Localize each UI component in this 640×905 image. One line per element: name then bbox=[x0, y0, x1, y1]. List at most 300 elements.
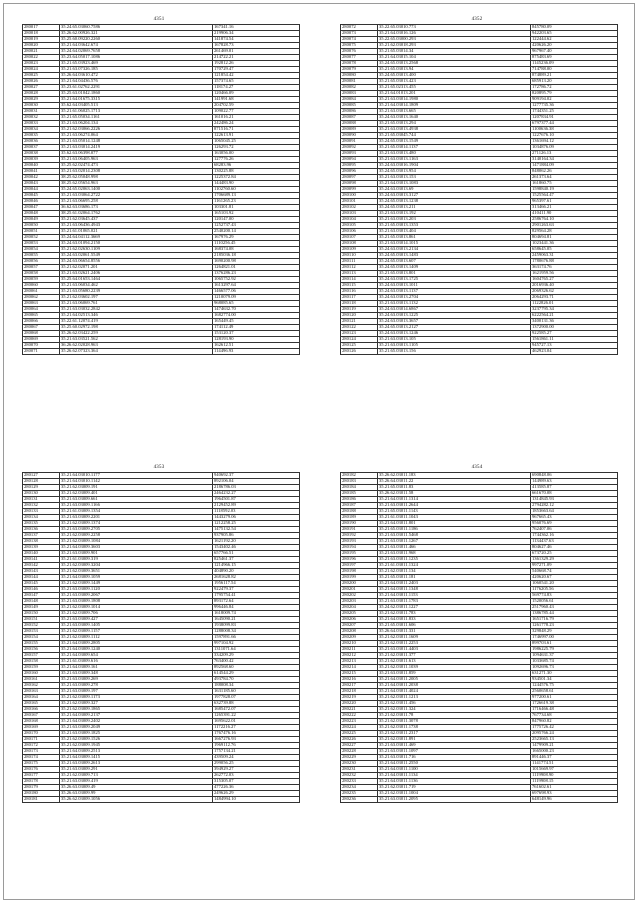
point-id-cell: 280056 bbox=[23, 259, 60, 265]
point-id-cell: 280050 bbox=[23, 223, 60, 229]
point-id-cell: 280060 bbox=[23, 283, 60, 289]
y-coordinate-cell: 1986225.79 bbox=[531, 647, 618, 653]
point-id-cell: 280200 bbox=[341, 581, 378, 587]
x-coordinate-cell: 35.21.62.03009.1173 bbox=[60, 695, 213, 701]
x-coordinate-cell: 35.21.62.03009.706 bbox=[60, 611, 213, 617]
point-id-cell: 280033 bbox=[23, 121, 60, 127]
point-id-cell: 280162 bbox=[23, 683, 60, 689]
y-coordinate-cell: 1277735.36 bbox=[531, 103, 618, 109]
x-coordinate-cell: 35.21.63.03014.1980 bbox=[378, 97, 531, 103]
x-coordinate-cell: 35.26.63.03009.99 bbox=[60, 791, 213, 797]
x-coordinate-cell: 35.21.65.03013.861 bbox=[378, 235, 531, 241]
point-id-cell: 280073 bbox=[341, 31, 378, 37]
y-coordinate-cell: 1092696.73 bbox=[531, 665, 618, 671]
point-id-cell: 280178 bbox=[23, 779, 60, 785]
x-coordinate-cell: 35.21.62.03009.3204 bbox=[60, 563, 213, 569]
y-coordinate-cell: 1977828.07 bbox=[213, 695, 300, 701]
y-coordinate-cell: 956076.69 bbox=[531, 521, 618, 527]
y-coordinate-cell: 249626.29 bbox=[213, 791, 300, 797]
point-id-cell: 280127 bbox=[23, 473, 60, 479]
point-id-cell: 280236 bbox=[341, 797, 378, 803]
point-id-cell: 280215 bbox=[341, 671, 378, 677]
x-coordinate-cell: 35.26.62.00926.321 bbox=[60, 31, 213, 37]
x-coordinate-cell: 35.21.65.03013.1353 bbox=[378, 223, 531, 229]
x-coordinate-cell: 35.26.62.03011.58 bbox=[378, 491, 531, 497]
point-id-cell: 280115 bbox=[341, 283, 378, 289]
y-coordinate-cell: 1110256.45 bbox=[213, 241, 300, 247]
x-coordinate-cell: 35.21.62.02630.1109 bbox=[60, 247, 213, 253]
x-coordinate-cell: 35.21.64.03010.1177 bbox=[60, 473, 213, 479]
point-id-cell: 280177 bbox=[23, 773, 60, 779]
point-id-cell: 280023 bbox=[23, 61, 60, 67]
point-id-cell: 280171 bbox=[23, 737, 60, 743]
x-coordinate-cell: 35.21.63.07326.185 bbox=[60, 67, 213, 73]
y-coordinate-cell: 1122826.01 bbox=[531, 301, 618, 307]
y-coordinate-cell: 2064293.71 bbox=[531, 295, 618, 301]
x-coordinate-cell: 35.24.63.03013.2704 bbox=[378, 295, 531, 301]
y-coordinate-cell: 2540200.14 bbox=[213, 229, 300, 235]
point-id-cell: 280123 bbox=[341, 331, 378, 337]
point-id-cell: 280026 bbox=[23, 79, 60, 85]
x-coordinate-cell: 35.21.63.03521.562 bbox=[60, 337, 213, 343]
point-id-cell: 280195 bbox=[341, 551, 378, 557]
point-id-cell: 280172 bbox=[23, 743, 60, 749]
y-coordinate-cell: 804694.81 bbox=[531, 235, 618, 241]
point-id-cell: 280040 bbox=[23, 163, 60, 169]
y-coordinate-cell: 167341.16 bbox=[213, 25, 300, 31]
x-coordinate-cell: 35.21.63.03011.2095 bbox=[378, 797, 531, 803]
point-id-cell: 280120 bbox=[341, 313, 378, 319]
y-coordinate-cell: 892106.04 bbox=[213, 479, 300, 485]
y-coordinate-cell: 967967.40 bbox=[531, 49, 618, 55]
x-coordinate-cell: 35.21.63.05680.2239 bbox=[60, 289, 213, 295]
y-coordinate-cell: 1744362.16 bbox=[531, 533, 618, 539]
panel-page-number: 4351 bbox=[153, 17, 165, 22]
y-coordinate-cell: 130225.88 bbox=[213, 169, 300, 175]
x-coordinate-cell: 35.21.64.03011.801 bbox=[378, 521, 531, 527]
coordinate-table bbox=[22, 472, 300, 803]
y-coordinate-cell: 1314845.93 bbox=[531, 497, 618, 503]
x-coordinate-cell: 35.21.63.06034.462 bbox=[60, 283, 213, 289]
point-id-cell: 280179 bbox=[23, 785, 60, 791]
y-coordinate-cell: 685913.20 bbox=[531, 79, 618, 85]
x-coordinate-cell: 35.21.63.03011.5468 bbox=[378, 533, 531, 539]
point-id-cell: 280107 bbox=[341, 235, 378, 241]
point-id-cell: 280084 bbox=[341, 97, 378, 103]
y-coordinate-cell: 1475132.54 bbox=[213, 527, 300, 533]
y-coordinate-cell: 1207834.91 bbox=[531, 115, 618, 121]
x-coordinate-cell: 35.21.65.03013.423 bbox=[378, 79, 531, 85]
y-coordinate-cell: 673720.25 bbox=[531, 551, 618, 557]
x-coordinate-cell: 35.21.63.03013.1105 bbox=[378, 343, 531, 349]
point-id-cell: 280079 bbox=[341, 67, 378, 73]
point-id-cell: 280184 bbox=[341, 485, 378, 491]
point-id-cell: 280041 bbox=[23, 169, 60, 175]
x-coordinate-cell: 35.21.63.03013.203 bbox=[378, 217, 531, 223]
point-id-cell: 280088 bbox=[341, 121, 378, 127]
y-coordinate-cell: 420626.20 bbox=[531, 43, 618, 49]
point-id-cell: 280087 bbox=[341, 115, 378, 121]
y-coordinate-cell: 968085.65 bbox=[213, 301, 300, 307]
y-coordinate-cell: 1597891.66 bbox=[213, 635, 300, 641]
y-coordinate-cell: 1744351.25 bbox=[531, 109, 618, 115]
point-id-cell: 280076 bbox=[341, 49, 378, 55]
y-coordinate-cell: 1853663.64 bbox=[531, 509, 618, 515]
x-coordinate-cell: 35.21.62.03009.1526 bbox=[60, 737, 213, 743]
x-coordinate-cell: 35.21.64.03009.2513 bbox=[60, 749, 213, 755]
y-coordinate-cell: 569774.83 bbox=[531, 593, 618, 599]
x-coordinate-cell: 35.21.62.03009.3651 bbox=[60, 569, 213, 575]
point-id-cell: 280214 bbox=[341, 665, 378, 671]
x-coordinate-cell: 35.21.62.03011.1738 bbox=[378, 725, 531, 731]
x-coordinate-cell: 35.21.63.03014.2419 bbox=[60, 145, 213, 151]
x-coordinate-cell: 35.21.62.03009.191 bbox=[60, 485, 213, 491]
x-coordinate-cell: 35.21.63.03014.1015 bbox=[378, 241, 531, 247]
point-id-cell: 280203 bbox=[341, 599, 378, 605]
point-id-cell: 280080 bbox=[341, 73, 378, 79]
point-id-cell: 280094 bbox=[341, 157, 378, 163]
y-coordinate-cell: 1361329.29 bbox=[531, 557, 618, 563]
y-coordinate-cell: 167828.73 bbox=[213, 43, 300, 49]
point-id-cell: 280232 bbox=[341, 773, 378, 779]
x-coordinate-cell: 35.21.63.03009.901 bbox=[60, 551, 213, 557]
x-coordinate-cell: 35.21.61.03009.1354 bbox=[60, 509, 213, 515]
y-coordinate-cell: 1386785.44 bbox=[531, 611, 618, 617]
y-coordinate-cell: 658645.05 bbox=[531, 247, 618, 253]
point-id-cell: 280116 bbox=[341, 289, 378, 295]
point-id-cell: 280082 bbox=[341, 85, 378, 91]
x-coordinate-cell: 35.24.65.03013.2127 bbox=[378, 325, 531, 331]
x-coordinate-cell: 35.21.64.03009.1059 bbox=[60, 575, 213, 581]
y-coordinate-cell: 632739.88 bbox=[213, 701, 300, 707]
point-id-cell: 280093 bbox=[341, 151, 378, 157]
x-coordinate-cell: 35.21.64.03009.2805 bbox=[60, 641, 213, 647]
y-coordinate-cell: 1264821.01 bbox=[213, 265, 300, 271]
y-coordinate-cell: 1265391.22 bbox=[213, 713, 300, 719]
y-coordinate-cell: 2129452.89 bbox=[213, 503, 300, 509]
x-coordinate-cell: 35.21.65.03011.606 bbox=[378, 623, 531, 629]
x-coordinate-cell: 35.21.65.03013.801 bbox=[378, 271, 531, 277]
x-coordinate-cell: 35.21.65.02313.455 bbox=[378, 85, 531, 91]
coordinate-table bbox=[22, 24, 300, 355]
point-id-cell: 280142 bbox=[23, 563, 60, 569]
point-id-cell: 280124 bbox=[341, 337, 378, 343]
x-coordinate-cell: 35.21.62.03011.1039 bbox=[378, 665, 531, 671]
y-coordinate-cell: 394929.27 bbox=[213, 767, 300, 773]
x-coordinate-cell: 35.62.63.06398.077 bbox=[60, 151, 213, 157]
point-id-cell: 280105 bbox=[341, 223, 378, 229]
point-id-cell: 280086 bbox=[341, 109, 378, 115]
x-coordinate-cell: 35.21.62.03645.437 bbox=[60, 217, 213, 223]
y-coordinate-cell: 1094631.37 bbox=[531, 653, 618, 659]
y-coordinate-cell: 219906.34 bbox=[213, 31, 300, 37]
y-coordinate-cell: 1479909.21 bbox=[531, 743, 618, 749]
x-coordinate-cell: 35.21.61.06025.1713 bbox=[60, 109, 213, 115]
x-coordinate-cell: 35.24.63.03016.1904 bbox=[378, 163, 531, 169]
x-coordinate-cell: 38.25.62.05048.998 bbox=[60, 175, 213, 181]
point-id-cell: 280160 bbox=[23, 671, 60, 677]
point-id-cell: 280104 bbox=[341, 217, 378, 223]
y-coordinate-cell: 2794282.12 bbox=[531, 503, 618, 509]
x-coordinate-cell: 35.21.63.03032.2842 bbox=[60, 307, 213, 313]
x-coordinate-cell: 35.21.62.03011.78 bbox=[378, 713, 531, 719]
y-coordinate-cell: 1964501.87 bbox=[213, 497, 300, 503]
point-id-cell: 280052 bbox=[23, 235, 60, 241]
x-coordinate-cell: 35.21.65.03011.181 bbox=[378, 575, 531, 581]
x-coordinate-cell: 35.21.62.03009.1945 bbox=[60, 743, 213, 749]
y-coordinate-cell: 439509.24 bbox=[213, 755, 300, 761]
x-coordinate-cell: 35.21.65.03013.294 bbox=[378, 121, 531, 127]
x-coordinate-cell: 35.21.64.03011.1100 bbox=[378, 767, 531, 773]
point-id-cell: 280168 bbox=[23, 719, 60, 725]
y-coordinate-cell: 1145236.09 bbox=[531, 61, 618, 67]
x-coordinate-cell: 35.24.63.03013.1137 bbox=[378, 289, 531, 295]
point-id-cell: 280167 bbox=[23, 713, 60, 719]
y-coordinate-cell: 1775726.42 bbox=[531, 725, 618, 731]
point-id-cell: 280147 bbox=[23, 593, 60, 599]
point-id-cell: 280062 bbox=[23, 295, 60, 301]
y-coordinate-cell: 1621959.56 bbox=[531, 271, 618, 277]
x-coordinate-cell: 35.22.65.03000.293 bbox=[378, 37, 531, 43]
point-id-cell: 280045 bbox=[23, 193, 60, 199]
point-id-cell: 280090 bbox=[341, 133, 378, 139]
x-coordinate-cell: 35.21.63.03011.4403 bbox=[378, 647, 531, 653]
x-coordinate-cell: 36.26.62.02028.963 bbox=[60, 343, 213, 349]
point-id-cell: 280206 bbox=[341, 617, 378, 623]
point-id-cell: 280038 bbox=[23, 151, 60, 157]
x-coordinate-cell: 35.21.64.04436.576 bbox=[60, 79, 213, 85]
y-coordinate-cell: 997104.92 bbox=[213, 641, 300, 647]
x-coordinate-cell: 35.21.62.03009.1014 bbox=[60, 605, 213, 611]
y-coordinate-cell: 934501.34 bbox=[531, 677, 618, 683]
y-coordinate-cell: 1604765.27 bbox=[531, 277, 618, 283]
point-id-cell: 280065 bbox=[23, 313, 60, 319]
point-id-cell: 280099 bbox=[341, 187, 378, 193]
x-coordinate-cell: 35.21.63.03013.404 bbox=[378, 229, 531, 235]
x-coordinate-cell: 35.21.63.03009.2705 bbox=[60, 527, 213, 533]
point-id-cell: 280165 bbox=[23, 701, 60, 707]
y-coordinate-cell: 165103.92 bbox=[213, 211, 300, 217]
x-coordinate-cell: 35.21.63.03013.4938 bbox=[378, 127, 531, 133]
point-id-cell: 280176 bbox=[23, 767, 60, 773]
x-coordinate-cell: 35.21.62.03018.293 bbox=[378, 43, 531, 49]
point-id-cell: 280101 bbox=[341, 199, 378, 205]
x-coordinate-cell: 35.21.64.03009.1415 bbox=[60, 755, 213, 761]
y-coordinate-cell: 1471884.09 bbox=[531, 163, 618, 169]
y-coordinate-cell: 271126.13 bbox=[531, 151, 618, 157]
x-coordinate-cell: 35.24.63.03013.3657 bbox=[378, 319, 531, 325]
point-id-cell: 280039 bbox=[23, 157, 60, 163]
x-coordinate-cell: 35.21.62.03009.713 bbox=[60, 773, 213, 779]
x-coordinate-cell: 35.21.64.03642.674 bbox=[60, 43, 213, 49]
x-coordinate-cell: 35.21.63.03009.2067 bbox=[60, 593, 213, 599]
y-coordinate-cell: 172786.72 bbox=[531, 85, 618, 91]
y-coordinate-cell: 977200.61 bbox=[531, 695, 618, 701]
y-coordinate-cell: 1667276.93 bbox=[213, 737, 300, 743]
y-coordinate-cell: 1525564.47 bbox=[531, 193, 618, 199]
y-coordinate-cell: 1161265.23 bbox=[213, 199, 300, 205]
y-coordinate-cell: 690848.06 bbox=[531, 473, 618, 479]
x-coordinate-cell: 35.21.65.03923.469 bbox=[60, 61, 213, 67]
x-coordinate-cell: 35.21.62.03011.3078 bbox=[378, 719, 531, 725]
x-coordinate-cell: 36.62.63.03686.173 bbox=[60, 205, 213, 211]
y-coordinate-cell: 1065752.92 bbox=[213, 277, 300, 283]
y-coordinate-cell: 1466577.06 bbox=[213, 289, 300, 295]
x-coordinate-cell: 35.21.65.05034.1161 bbox=[60, 115, 213, 121]
point-id-cell: 280126 bbox=[341, 349, 378, 355]
point-id-cell: 280046 bbox=[23, 199, 60, 205]
x-coordinate-cell: 35.21.63.03013.1163 bbox=[378, 157, 531, 163]
point-id-cell: 280133 bbox=[23, 509, 60, 515]
point-id-cell: 280137 bbox=[23, 533, 60, 539]
y-coordinate-cell: 109022.77 bbox=[213, 109, 300, 115]
x-coordinate-cell: 35.25.64.01653.1464 bbox=[60, 277, 213, 283]
x-coordinate-cell: 35.21.63.06274.064 bbox=[60, 133, 213, 139]
y-coordinate-cell: 161016.21 bbox=[213, 115, 300, 121]
y-coordinate-cell: 1716466.48 bbox=[531, 707, 618, 713]
y-coordinate-cell: 315305.07 bbox=[213, 779, 300, 785]
y-coordinate-cell: 1706689.13 bbox=[213, 193, 300, 199]
y-coordinate-cell: 410411.90 bbox=[531, 211, 618, 217]
point-id-cell: 280117 bbox=[341, 295, 378, 301]
point-id-cell: 280069 bbox=[23, 337, 60, 343]
x-coordinate-cell: 38.25.62.05654.963 bbox=[60, 181, 213, 187]
point-id-cell: 280219 bbox=[341, 695, 378, 701]
x-coordinate-cell: 35.21.62.03009.1449 bbox=[60, 581, 213, 587]
x-coordinate-cell: 38.25.61.02064.1762 bbox=[60, 211, 213, 217]
x-coordinate-cell: 35.24.63.03013.1640 bbox=[378, 115, 531, 121]
point-id-cell: 280112 bbox=[341, 265, 378, 271]
point-id-cell: 280217 bbox=[341, 683, 378, 689]
y-coordinate-cell: 188008.34 bbox=[213, 683, 300, 689]
x-coordinate-cell: 35.21.65.03013.156 bbox=[378, 349, 531, 355]
point-id-cell: 280150 bbox=[23, 611, 60, 617]
y-coordinate-cell: 192812.26 bbox=[213, 61, 300, 67]
x-coordinate-cell: 35.26.63.03009.49 bbox=[60, 785, 213, 791]
y-coordinate-cell: 1484994.10 bbox=[213, 797, 300, 803]
table-panel-bottom-left bbox=[22, 465, 296, 803]
x-coordinate-cell: 35.26.62.07323.364 bbox=[60, 349, 213, 355]
point-id-cell: 280131 bbox=[23, 497, 60, 503]
point-id-cell: 280031 bbox=[23, 109, 60, 115]
y-coordinate-cell: 120147.00 bbox=[213, 217, 300, 223]
x-coordinate-cell: 35.21.64.03009.2402 bbox=[60, 719, 213, 725]
point-id-cell: 280164 bbox=[23, 695, 60, 701]
x-coordinate-cell: 35.21.64.01013.201 bbox=[378, 91, 531, 97]
y-coordinate-cell: 1227676.10 bbox=[531, 133, 618, 139]
y-coordinate-cell: 170729.47 bbox=[213, 67, 300, 73]
x-coordinate-cell: 35.21.61.03009.616 bbox=[60, 659, 213, 665]
y-coordinate-cell: 1631185.60 bbox=[213, 689, 300, 695]
point-id-cell: 280153 bbox=[23, 629, 60, 635]
y-coordinate-cell: 404890.20 bbox=[213, 569, 300, 575]
x-coordinate-cell: 35.21.63.03009.278 bbox=[60, 683, 213, 689]
x-coordinate-cell: 35.21.64.03011.1153 bbox=[378, 593, 531, 599]
table-row bbox=[23, 797, 300, 803]
point-id-cell: 280095 bbox=[341, 163, 378, 169]
x-coordinate-cell: 35.21.63.03011.469 bbox=[378, 743, 531, 749]
y-coordinate-cell: 261469.01 bbox=[213, 49, 300, 55]
x-coordinate-cell: 35.24.63.03013.3127 bbox=[378, 193, 531, 199]
y-coordinate-cell: 2523665.13 bbox=[531, 737, 618, 743]
x-coordinate-cell: 35.26.62.03009.1056 bbox=[60, 797, 213, 803]
point-id-cell: 280074 bbox=[341, 37, 378, 43]
x-coordinate-cell: 35.21.62.03009.327 bbox=[60, 701, 213, 707]
y-coordinate-cell: 2185036.18 bbox=[213, 253, 300, 259]
x-coordinate-cell: 35.24.63.06654.8556 bbox=[60, 259, 213, 265]
y-coordinate-cell: 1119908.90 bbox=[531, 773, 618, 779]
x-coordinate-cell: 35.21.62.03066.2226 bbox=[60, 127, 213, 133]
y-coordinate-cell: 1015669.97 bbox=[531, 767, 618, 773]
point-id-cell: 280130 bbox=[23, 491, 60, 497]
point-id-cell: 280118 bbox=[341, 301, 378, 307]
point-id-cell: 280189 bbox=[341, 515, 378, 521]
y-coordinate-cell: 1682774.00 bbox=[213, 313, 300, 319]
point-id-cell: 280021 bbox=[23, 49, 60, 55]
x-coordinate-cell: 35.21.64.03010.1142 bbox=[60, 479, 213, 485]
x-coordinate-cell: 35.21.64.03013.1083 bbox=[378, 181, 531, 187]
x-coordinate-cell: 35.21.64.03011.1314 bbox=[378, 497, 531, 503]
y-coordinate-cell: 922585.27 bbox=[531, 331, 618, 337]
point-id-cell: 280159 bbox=[23, 665, 60, 671]
point-id-cell: 280132 bbox=[23, 503, 60, 509]
y-coordinate-cell: 6797377.44 bbox=[531, 121, 618, 127]
x-coordinate-cell: 35.21.62.03011.2253 bbox=[378, 641, 531, 647]
point-id-cell: 280233 bbox=[341, 779, 378, 785]
point-id-cell: 280170 bbox=[23, 731, 60, 737]
y-coordinate-cell: 1376286.23 bbox=[213, 271, 300, 277]
y-coordinate-cell: 121854.42 bbox=[213, 73, 300, 79]
y-coordinate-cell: 1118592.03 bbox=[213, 509, 300, 515]
x-coordinate-cell: 35.24.63.03014.6867 bbox=[378, 307, 531, 313]
x-coordinate-cell: 35.21.63.03011.716 bbox=[378, 755, 531, 761]
point-id-cell: 280174 bbox=[23, 755, 60, 761]
point-id-cell: 280098 bbox=[341, 181, 378, 187]
point-id-cell: 280202 bbox=[341, 593, 378, 599]
point-id-cell: 280111 bbox=[341, 259, 378, 265]
x-coordinate-cell: 35.21.62.03009.1084 bbox=[60, 539, 213, 545]
y-coordinate-cell: 114496.93 bbox=[213, 349, 300, 355]
point-id-cell: 280218 bbox=[341, 689, 378, 695]
point-id-cell: 280042 bbox=[23, 175, 60, 181]
x-coordinate-cell: 35.21.62.03011.324 bbox=[378, 707, 531, 713]
y-coordinate-cell: 363174.76 bbox=[531, 265, 618, 271]
point-id-cell: 280029 bbox=[23, 97, 60, 103]
x-coordinate-cell: 35.21.63.03064.2722 bbox=[60, 193, 213, 199]
point-id-cell: 280055 bbox=[23, 253, 60, 259]
point-id-cell: 280192 bbox=[341, 533, 378, 539]
y-coordinate-cell: 767734.68 bbox=[531, 713, 618, 719]
y-coordinate-cell: 1311071.64 bbox=[213, 647, 300, 653]
y-coordinate-cell: 1690200.98 bbox=[213, 259, 300, 265]
point-id-cell: 280230 bbox=[341, 761, 378, 767]
y-coordinate-cell: 2186786.03 bbox=[213, 485, 300, 491]
y-coordinate-cell: 168374.08 bbox=[213, 247, 300, 253]
y-coordinate-cell: 848062.26 bbox=[531, 169, 618, 175]
point-id-cell: 280138 bbox=[23, 539, 60, 545]
y-coordinate-cell: 1176205.56 bbox=[531, 587, 618, 593]
y-coordinate-cell: 1244576.75 bbox=[531, 683, 618, 689]
point-id-cell: 280191 bbox=[341, 527, 378, 533]
y-coordinate-cell: 874889.21 bbox=[531, 73, 618, 79]
point-id-cell: 280128 bbox=[23, 479, 60, 485]
point-id-cell: 280154 bbox=[23, 635, 60, 641]
x-coordinate-cell: 35.21.63.03013.1132 bbox=[378, 301, 531, 307]
y-coordinate-cell: 144483.90 bbox=[213, 181, 300, 187]
x-coordinate-cell: 35.21.64.03014.1809 bbox=[378, 103, 531, 109]
point-id-cell: 280136 bbox=[23, 527, 60, 533]
x-coordinate-cell: 35.24.65.03013.400 bbox=[378, 73, 531, 79]
